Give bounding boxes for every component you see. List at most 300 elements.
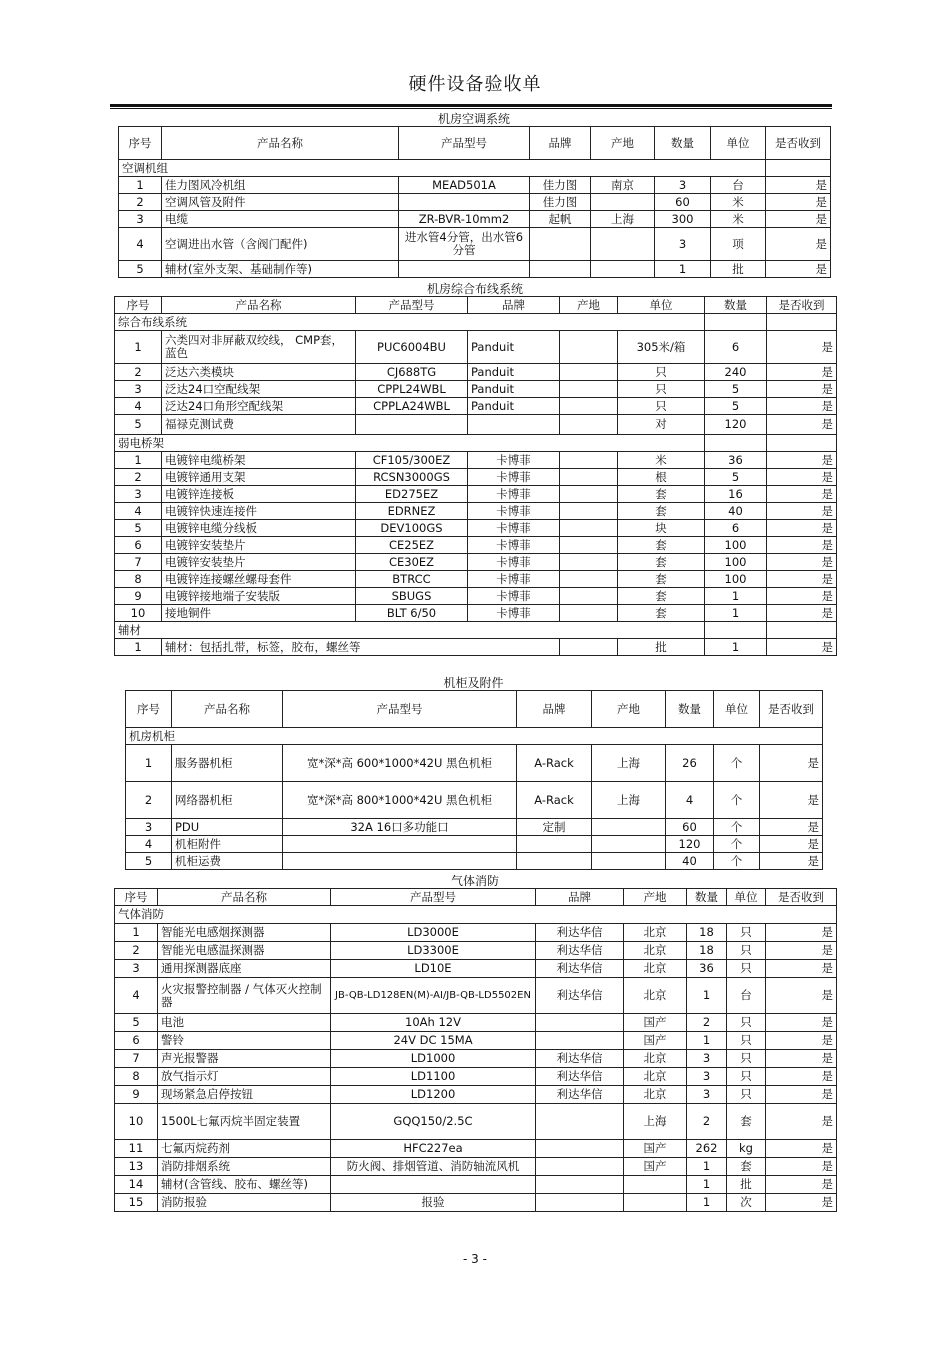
cell: 是 (766, 261, 831, 278)
table-row (115, 520, 837, 537)
cell: 是 (766, 1086, 837, 1104)
table-row (115, 1014, 837, 1032)
cell: 根 (618, 469, 705, 486)
table-row (119, 228, 831, 261)
header-cell: 单位 (711, 127, 766, 160)
table-row (115, 571, 837, 588)
cell: 3 (655, 177, 711, 194)
category-label: 辅材 (115, 622, 705, 639)
cell: 对 (618, 415, 705, 435)
table-row (115, 1086, 837, 1104)
cell: 米 (618, 452, 705, 469)
cell: 8 (115, 1068, 158, 1086)
cell (592, 819, 666, 836)
table-row (115, 1050, 837, 1068)
cell (591, 261, 655, 278)
cell: BTRCC (356, 571, 468, 588)
cell: 6 (705, 520, 767, 537)
table-row (115, 978, 837, 1014)
cell: 通用探测器底座 (158, 960, 331, 978)
cell: 套 (618, 588, 705, 605)
cell: CE30EZ (356, 554, 468, 571)
table-header-row (115, 889, 837, 906)
cell: 是 (766, 924, 837, 942)
cell (283, 836, 517, 853)
cell: JB-QB-LD128EN(M)-AI/JB-QB-LD5502EN (331, 978, 536, 1014)
cell: ZR-BVR-10mm2 (399, 211, 530, 228)
cell: 是 (767, 520, 837, 537)
cell: 电镀锌连接板 (162, 486, 356, 503)
header-cell: 单位 (714, 691, 760, 728)
category-row (115, 906, 837, 924)
cell: 1 (687, 1158, 727, 1176)
cell (591, 194, 655, 211)
cell: 36 (687, 960, 727, 978)
cell: 是 (766, 1068, 837, 1086)
cell: 3 (115, 486, 162, 503)
cell: 5 (705, 398, 767, 415)
cell: 5 (705, 469, 767, 486)
cell: 智能光电感烟探测器 (158, 924, 331, 942)
cell: 网络器机柜 (172, 782, 283, 819)
cell: EDRNEZ (356, 503, 468, 520)
category-label: 空调机组 (119, 160, 766, 177)
cell: 300 (655, 211, 711, 228)
header-cell: 单位 (618, 297, 705, 314)
cell: 5 (115, 415, 162, 435)
cell: 1 (705, 588, 767, 605)
table-header-row (115, 297, 837, 314)
cell: 14 (115, 1176, 158, 1194)
cell: HFC227ea (331, 1140, 536, 1158)
cell: Panduit (468, 381, 560, 398)
cell: 国产 (624, 1140, 687, 1158)
cell (356, 415, 468, 435)
cell: 是 (767, 398, 837, 415)
cell: 7 (115, 554, 162, 571)
cell: LD1000 (331, 1050, 536, 1068)
cell: 40 (666, 853, 714, 870)
cell: 是 (767, 605, 837, 622)
cell: 3 (687, 1086, 727, 1104)
cell: 是 (767, 554, 837, 571)
category-row (115, 622, 837, 639)
cell (536, 1158, 624, 1176)
cell: A-Rack (517, 782, 592, 819)
cell: 是 (760, 853, 823, 870)
cell: Panduit (468, 398, 560, 415)
cell: 电镀锌接地端子安装版 (162, 588, 356, 605)
cell (560, 639, 618, 656)
cell: 套 (618, 554, 705, 571)
cell: 利达华信 (536, 978, 624, 1014)
cell: 电镀锌连接螺丝螺母套件 (162, 571, 356, 588)
cell: 只 (618, 381, 705, 398)
table-row (115, 486, 837, 503)
cell: 套 (618, 605, 705, 622)
cell: 卡博菲 (468, 452, 560, 469)
table-header-row (126, 691, 823, 728)
cell: 批 (727, 1176, 766, 1194)
cell: 北京 (624, 924, 687, 942)
cell: PDU (172, 819, 283, 836)
cell: 消防报验 (158, 1194, 331, 1212)
cell: 4 (115, 503, 162, 520)
cell: Panduit (468, 364, 560, 381)
cell: 佳力图 (530, 194, 591, 211)
cell (536, 1032, 624, 1050)
cell: LD1200 (331, 1086, 536, 1104)
cell (560, 537, 618, 554)
cell: 10 (115, 1104, 158, 1140)
cell: 接地铜件 (162, 605, 356, 622)
cell: 1 (115, 924, 158, 942)
category-label: 综合布线系统 (115, 314, 705, 331)
cell (399, 194, 530, 211)
cell: 批 (618, 639, 705, 656)
cell: 2 (115, 469, 162, 486)
cell: 块 (618, 520, 705, 537)
cell: 套 (618, 571, 705, 588)
cell: 18 (687, 924, 727, 942)
cell: 是 (767, 469, 837, 486)
table-row (115, 1176, 837, 1194)
cell: 卡博菲 (468, 588, 560, 605)
table-row (115, 1158, 837, 1176)
cell: 1 (126, 745, 172, 782)
table-row (115, 588, 837, 605)
cell: 36 (705, 452, 767, 469)
cell: 16 (705, 486, 767, 503)
cell: 6 (705, 331, 767, 364)
cell: 北京 (624, 1050, 687, 1068)
cell: LD1100 (331, 1068, 536, 1086)
cell: 电缆 (162, 211, 399, 228)
header-cell: 数量 (655, 127, 711, 160)
cell: 消防排烟系统 (158, 1158, 331, 1176)
cell: 只 (618, 364, 705, 381)
table-row (115, 537, 837, 554)
table-row (115, 398, 837, 415)
cell: 电池 (158, 1014, 331, 1032)
cell: 是 (766, 942, 837, 960)
section-title: 机房空调系统 (437, 112, 510, 126)
cell: 是 (766, 1014, 837, 1032)
cell (530, 261, 591, 278)
cell: 利达华信 (536, 1050, 624, 1068)
cell: 是 (760, 782, 823, 819)
cell: 智能光电感温探测器 (158, 942, 331, 960)
cell: 3 (115, 960, 158, 978)
table-row (126, 819, 823, 836)
table-row (126, 836, 823, 853)
cell: 是 (766, 1140, 837, 1158)
cell (591, 228, 655, 261)
table-row (115, 924, 837, 942)
table-row (115, 469, 837, 486)
cell: 电镀锌电缆分线板 (162, 520, 356, 537)
cell: 3 (115, 381, 162, 398)
cell: 定制 (517, 819, 592, 836)
cell: 3 (687, 1068, 727, 1086)
cell: 北京 (624, 978, 687, 1014)
cell: 305米/箱 (618, 331, 705, 364)
cell: SBUGS (356, 588, 468, 605)
table-row (119, 261, 831, 278)
table-row (115, 503, 837, 520)
cell: 是 (766, 194, 831, 211)
cell: 1 (687, 1032, 727, 1050)
cell: 10 (115, 605, 162, 622)
cell: 利达华信 (536, 960, 624, 978)
cell: 七氟丙烷药剂 (158, 1140, 331, 1158)
cell: 套 (618, 486, 705, 503)
cell: CPPLA24WBL (356, 398, 468, 415)
cell: 次 (727, 1194, 766, 1212)
section-cabling (114, 282, 836, 656)
cell: 北京 (624, 1068, 687, 1086)
cell: 1500L七氟丙烷半固定装置 (158, 1104, 331, 1140)
cell: 2 (687, 1104, 727, 1140)
cell (517, 836, 592, 853)
cell: 120 (666, 836, 714, 853)
cell: DEV100GS (356, 520, 468, 537)
cell: 只 (727, 1050, 766, 1068)
cell: 北京 (624, 1086, 687, 1104)
cell: 262 (687, 1140, 727, 1158)
cell: 是 (766, 1050, 837, 1068)
table-row (115, 960, 837, 978)
table-row (115, 331, 837, 364)
cell: 26 (666, 745, 714, 782)
cell (468, 415, 560, 435)
cell: 佳力图风冷机组 (162, 177, 399, 194)
cell: 上海 (591, 211, 655, 228)
cell: 是 (767, 381, 837, 398)
cell: 11 (115, 1140, 158, 1158)
cell (560, 452, 618, 469)
cell: LD3000E (331, 924, 536, 942)
title-rule-thin (110, 108, 832, 109)
cell: 北京 (624, 942, 687, 960)
page-number: - 3 - (463, 1252, 487, 1266)
header-cell: 是否收到 (766, 889, 837, 906)
section-title: 机柜及附件 (443, 676, 504, 690)
cell: 警铃 (158, 1032, 331, 1050)
cell: 9 (115, 588, 162, 605)
cell: 进水管4分管，出水管6分管 (399, 228, 530, 261)
cell: 是 (766, 1158, 837, 1176)
cell: 6 (115, 1032, 158, 1050)
section-air-conditioning (118, 112, 830, 278)
cell: 是 (766, 1104, 837, 1140)
cell: 利达华信 (536, 942, 624, 960)
cell: 是 (767, 571, 837, 588)
cell: 上海 (592, 745, 666, 782)
header-cell: 产品名称 (172, 691, 283, 728)
cell: 是 (766, 978, 837, 1014)
cell: ED275EZ (356, 486, 468, 503)
cell: 辅材：包括扎带，标签，胶布，螺丝等 (162, 639, 560, 656)
cell: GQQ150/2.5C (331, 1104, 536, 1140)
gas-fire-protection-table (114, 888, 837, 1212)
cell: 15 (115, 1194, 158, 1212)
cell: 机柜运费 (172, 853, 283, 870)
cell: 4 (666, 782, 714, 819)
cell: 4 (115, 398, 162, 415)
cell (530, 228, 591, 261)
cell: 1 (115, 639, 162, 656)
cell: 只 (727, 1032, 766, 1050)
table-row (115, 639, 837, 656)
cell: 防火阀、排烟管道、消防轴流风机 (331, 1158, 536, 1176)
cell: 电镀锌通用支架 (162, 469, 356, 486)
cell: 套 (618, 537, 705, 554)
cell: 120 (705, 415, 767, 435)
cell (536, 1014, 624, 1032)
cell: LD3300E (331, 942, 536, 960)
table-row (115, 364, 837, 381)
cell: 1 (115, 331, 162, 364)
cell: 2 (115, 364, 162, 381)
cell: 报验 (331, 1194, 536, 1212)
cell: 北京 (624, 960, 687, 978)
cell: 米 (711, 211, 766, 228)
cell: 是 (760, 819, 823, 836)
cell: MEAD501A (399, 177, 530, 194)
cell: 是 (766, 960, 837, 978)
page-title: 硬件设备验收单 (408, 74, 542, 95)
cell: 7 (115, 1050, 158, 1068)
section-gas-fire-protection (114, 874, 836, 1212)
table-row (115, 1104, 837, 1140)
cell: 电镀锌电缆桥架 (162, 452, 356, 469)
cell: 套 (727, 1158, 766, 1176)
cell: 是 (767, 452, 837, 469)
cell: 机柜附件 (172, 836, 283, 853)
cell: 卡博菲 (468, 571, 560, 588)
table-row (115, 1068, 837, 1086)
category-label: 气体消防 (115, 906, 837, 924)
cell: 泛达六类模块 (162, 364, 356, 381)
section-title: 气体消防 (450, 874, 499, 888)
cell: 60 (655, 194, 711, 211)
table-row (126, 745, 823, 782)
cell: 个 (714, 853, 760, 870)
cell: 个 (714, 782, 760, 819)
cell: 卡博菲 (468, 503, 560, 520)
cell: 上海 (624, 1104, 687, 1140)
cell: 1 (655, 261, 711, 278)
cell: 5 (115, 520, 162, 537)
cell: 国产 (624, 1014, 687, 1032)
cell (560, 469, 618, 486)
cell: 是 (767, 364, 837, 381)
cell (399, 261, 530, 278)
cell: 是 (767, 588, 837, 605)
header-cell: 序号 (126, 691, 172, 728)
cell: CF105/300EZ (356, 452, 468, 469)
cell: 六类四对非屏蔽双绞线， CMP套，蓝色 (162, 331, 356, 364)
cell (283, 853, 517, 870)
cell: 台 (727, 978, 766, 1014)
category-row (115, 435, 837, 452)
header-cell: 产地 (592, 691, 666, 728)
cell (536, 1140, 624, 1158)
cell: 1 (119, 177, 162, 194)
cell (560, 588, 618, 605)
cell: 2 (119, 194, 162, 211)
cell: 9 (115, 1086, 158, 1104)
cell: 宽*深*高 600*1000*42U 黑色机柜 (283, 745, 517, 782)
cell: 5 (705, 381, 767, 398)
cell: 空调进出水管（含阀门配件) (162, 228, 399, 261)
cell: 电镀锌安装垫片 (162, 554, 356, 571)
cell (560, 364, 618, 381)
cell (624, 1194, 687, 1212)
cell: 是 (767, 486, 837, 503)
cell: 只 (727, 942, 766, 960)
table-row (115, 942, 837, 960)
header-cell: 产品型号 (399, 127, 530, 160)
cell: 4 (115, 978, 158, 1014)
table-row (115, 554, 837, 571)
cell: 3 (126, 819, 172, 836)
header-cell: 产品型号 (331, 889, 536, 906)
cell: 是 (767, 639, 837, 656)
cell: 现场紧急启停按钮 (158, 1086, 331, 1104)
cell: 宽*深*高 800*1000*42U 黑色机柜 (283, 782, 517, 819)
cell: 60 (666, 819, 714, 836)
cell: 4 (126, 836, 172, 853)
cell: 18 (687, 942, 727, 960)
cell: 套 (618, 503, 705, 520)
header-cell: 产地 (624, 889, 687, 906)
cell: 只 (727, 924, 766, 942)
cell: 只 (727, 1014, 766, 1032)
header-cell: 产地 (591, 127, 655, 160)
category-label: 弱电桥架 (115, 435, 705, 452)
table-row (115, 452, 837, 469)
cell (536, 1104, 624, 1140)
cell: RCSN3000GS (356, 469, 468, 486)
category-row (115, 314, 837, 331)
cell (517, 853, 592, 870)
header-cell: 数量 (666, 691, 714, 728)
cell: 3 (655, 228, 711, 261)
table-row (115, 605, 837, 622)
category-row (126, 728, 823, 745)
cell: 空调风管及附件 (162, 194, 399, 211)
cell: 卡博菲 (468, 605, 560, 622)
cell (536, 1194, 624, 1212)
cell: 3 (119, 211, 162, 228)
cell: 个 (714, 819, 760, 836)
cell: 6 (115, 537, 162, 554)
cell: 批 (711, 261, 766, 278)
cell (560, 415, 618, 435)
header-cell: 产品名称 (158, 889, 331, 906)
cell: 泛达24口角形空配线架 (162, 398, 356, 415)
header-cell: 品牌 (517, 691, 592, 728)
cell (560, 605, 618, 622)
cell: 辅材(含管线、胶布、螺丝等) (158, 1176, 331, 1194)
cell: 只 (727, 1068, 766, 1086)
cell: 4 (119, 228, 162, 261)
header-cell: 品牌 (536, 889, 624, 906)
cell: 上海 (592, 782, 666, 819)
header-cell: 产品名称 (162, 127, 399, 160)
